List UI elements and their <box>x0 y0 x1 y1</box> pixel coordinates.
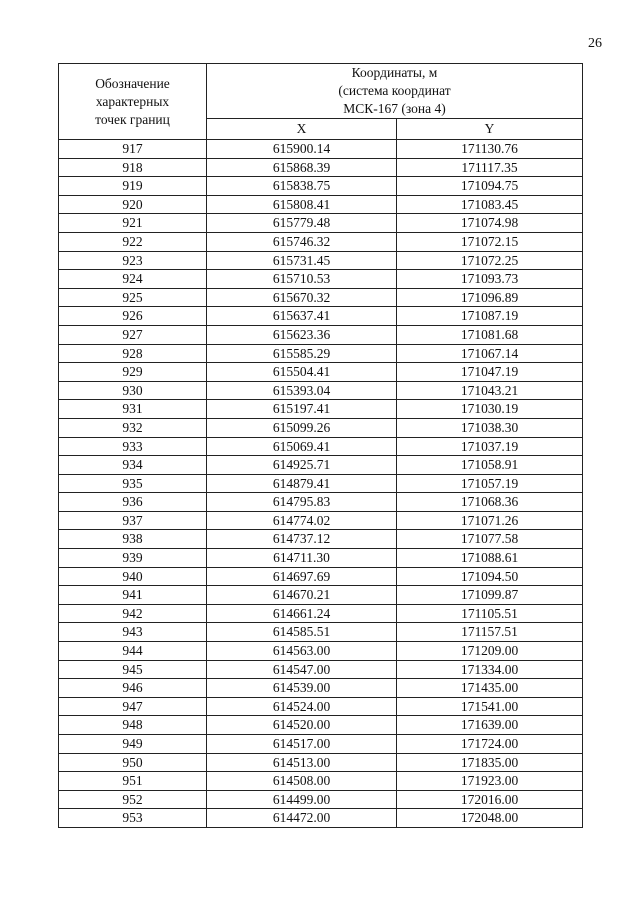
designation-header-line: характерных <box>95 93 170 109</box>
x-coordinate-cell: 614499.00 <box>207 790 397 809</box>
point-id-cell: 933 <box>59 437 207 456</box>
designation-header-line: точек границ <box>95 111 170 127</box>
table-row <box>59 735 583 754</box>
y-coordinate-cell: 172048.00 <box>397 809 583 828</box>
y-coordinate-cell: 171094.50 <box>397 567 583 586</box>
x-coordinate-cell: 615099.26 <box>207 418 397 437</box>
table-row <box>59 790 583 809</box>
table-row <box>59 140 583 159</box>
table-row <box>59 679 583 698</box>
point-id-cell: 940 <box>59 567 207 586</box>
point-id-cell: 918 <box>59 158 207 177</box>
y-coordinate-cell: 172016.00 <box>397 790 583 809</box>
y-coordinate-cell: 171072.25 <box>397 251 583 270</box>
designation-header <box>59 64 207 140</box>
table-row <box>59 697 583 716</box>
x-coordinate-cell: 614513.00 <box>207 753 397 772</box>
y-coordinate-cell: 171724.00 <box>397 735 583 754</box>
point-id-cell: 922 <box>59 232 207 251</box>
y-coordinate-cell: 171093.73 <box>397 270 583 289</box>
x-coordinate-cell: 614472.00 <box>207 809 397 828</box>
point-id-cell: 950 <box>59 753 207 772</box>
table-row <box>59 604 583 623</box>
point-id-cell: 949 <box>59 735 207 754</box>
point-id-cell: 945 <box>59 660 207 679</box>
table-row <box>59 623 583 642</box>
table-row <box>59 418 583 437</box>
point-id-cell: 932 <box>59 418 207 437</box>
y-coordinate-cell: 171074.98 <box>397 214 583 233</box>
y-coordinate-cell: 171057.19 <box>397 474 583 493</box>
point-id-cell: 923 <box>59 251 207 270</box>
x-coordinate-cell: 615710.53 <box>207 270 397 289</box>
point-id-cell: 944 <box>59 642 207 661</box>
x-coordinate-cell: 615637.41 <box>207 307 397 326</box>
point-id-cell: 931 <box>59 400 207 419</box>
x-coordinate-cell: 614563.00 <box>207 642 397 661</box>
point-id-cell: 926 <box>59 307 207 326</box>
table-row <box>59 809 583 828</box>
table-row <box>59 158 583 177</box>
table-row <box>59 567 583 586</box>
x-coordinate-cell: 614661.24 <box>207 604 397 623</box>
table-row <box>59 642 583 661</box>
x-coordinate-cell: 615670.32 <box>207 288 397 307</box>
x-coordinate-cell: 614697.69 <box>207 567 397 586</box>
point-id-cell: 928 <box>59 344 207 363</box>
table-row <box>59 753 583 772</box>
x-coordinate-cell: 614539.00 <box>207 679 397 698</box>
point-id-cell: 937 <box>59 511 207 530</box>
table-row <box>59 716 583 735</box>
x-coordinate-cell: 615838.75 <box>207 177 397 196</box>
point-id-cell: 946 <box>59 679 207 698</box>
coordinates-header-line: МСК-167 (зона 4) <box>343 101 446 116</box>
y-coordinate-cell: 171071.26 <box>397 511 583 530</box>
y-coordinate-cell: 171038.30 <box>397 418 583 437</box>
table-row <box>59 177 583 196</box>
point-id-cell: 936 <box>59 493 207 512</box>
point-id-cell: 942 <box>59 604 207 623</box>
table-body <box>59 140 583 828</box>
y-coordinate-cell: 171072.15 <box>397 232 583 251</box>
point-id-cell: 917 <box>59 140 207 159</box>
y-coordinate-cell: 171209.00 <box>397 642 583 661</box>
header-row-top <box>59 64 583 119</box>
y-coordinate-cell: 171117.35 <box>397 158 583 177</box>
table-row <box>59 344 583 363</box>
point-id-cell: 943 <box>59 623 207 642</box>
x-coordinate-cell: 614547.00 <box>207 660 397 679</box>
table-row <box>59 586 583 605</box>
point-id-cell: 938 <box>59 530 207 549</box>
x-coordinate-cell: 615504.41 <box>207 363 397 382</box>
x-coordinate-cell: 614517.00 <box>207 735 397 754</box>
y-coordinate-cell: 171077.58 <box>397 530 583 549</box>
point-id-cell: 934 <box>59 456 207 475</box>
x-coordinate-cell: 615868.39 <box>207 158 397 177</box>
x-coordinate-cell: 614774.02 <box>207 511 397 530</box>
table-row <box>59 400 583 419</box>
x-coordinate-cell: 614737.12 <box>207 530 397 549</box>
x-coordinate-cell: 615585.29 <box>207 344 397 363</box>
point-id-cell: 921 <box>59 214 207 233</box>
x-coordinate-cell: 615900.14 <box>207 140 397 159</box>
y-coordinate-cell: 171068.36 <box>397 493 583 512</box>
x-coordinate-cell: 615393.04 <box>207 381 397 400</box>
y-coordinate-cell: 171094.75 <box>397 177 583 196</box>
point-id-cell: 929 <box>59 363 207 382</box>
y-coordinate-cell: 171105.51 <box>397 604 583 623</box>
point-id-cell: 924 <box>59 270 207 289</box>
point-id-cell: 930 <box>59 381 207 400</box>
table-row <box>59 549 583 568</box>
designation-header-line: Обозначение <box>95 75 170 91</box>
y-coordinate-cell: 171067.14 <box>397 344 583 363</box>
x-coordinate-cell: 614508.00 <box>207 772 397 791</box>
point-id-cell: 947 <box>59 697 207 716</box>
point-id-cell: 935 <box>59 474 207 493</box>
table-row <box>59 474 583 493</box>
table-row <box>59 511 583 530</box>
table-row <box>59 363 583 382</box>
table-row <box>59 307 583 326</box>
point-id-cell: 920 <box>59 195 207 214</box>
y-coordinate-cell: 171923.00 <box>397 772 583 791</box>
x-coordinate-cell: 615731.45 <box>207 251 397 270</box>
y-coordinate-cell: 171088.61 <box>397 549 583 568</box>
x-coordinate-cell: 615623.36 <box>207 325 397 344</box>
y-coordinate-cell: 171047.19 <box>397 363 583 382</box>
point-id-cell: 952 <box>59 790 207 809</box>
point-id-cell: 919 <box>59 177 207 196</box>
x-coordinate-cell: 614585.51 <box>207 623 397 642</box>
point-id-cell: 951 <box>59 772 207 791</box>
table-row <box>59 456 583 475</box>
table-row <box>59 493 583 512</box>
x-coordinate-cell: 615746.32 <box>207 232 397 251</box>
x-coordinate-cell: 615069.41 <box>207 437 397 456</box>
x-coordinate-cell: 615808.41 <box>207 195 397 214</box>
table-row <box>59 772 583 791</box>
y-coordinate-cell: 171334.00 <box>397 660 583 679</box>
page-number: 26 <box>588 36 602 51</box>
point-id-cell: 941 <box>59 586 207 605</box>
x-coordinate-cell: 614925.71 <box>207 456 397 475</box>
x-coordinate-cell: 614795.83 <box>207 493 397 512</box>
x-header: X <box>207 119 397 140</box>
table-row <box>59 288 583 307</box>
table-row <box>59 251 583 270</box>
table-row <box>59 270 583 289</box>
x-coordinate-cell: 614879.41 <box>207 474 397 493</box>
point-id-cell: 939 <box>59 549 207 568</box>
point-id-cell: 927 <box>59 325 207 344</box>
table-row <box>59 660 583 679</box>
y-coordinate-cell: 171157.51 <box>397 623 583 642</box>
point-id-cell: 925 <box>59 288 207 307</box>
x-coordinate-cell: 614524.00 <box>207 697 397 716</box>
y-coordinate-cell: 171541.00 <box>397 697 583 716</box>
x-coordinate-cell: 615197.41 <box>207 400 397 419</box>
y-coordinate-cell: 171435.00 <box>397 679 583 698</box>
table-row <box>59 381 583 400</box>
y-coordinate-cell: 171130.76 <box>397 140 583 159</box>
table-row <box>59 214 583 233</box>
y-coordinate-cell: 171030.19 <box>397 400 583 419</box>
y-coordinate-cell: 171083.45 <box>397 195 583 214</box>
table-row <box>59 325 583 344</box>
y-coordinate-cell: 171058.91 <box>397 456 583 475</box>
x-coordinate-cell: 614670.21 <box>207 586 397 605</box>
y-coordinate-cell: 171081.68 <box>397 325 583 344</box>
table-row <box>59 232 583 251</box>
table-row <box>59 195 583 214</box>
y-coordinate-cell: 171087.19 <box>397 307 583 326</box>
coordinates-table <box>58 63 583 828</box>
coordinates-header-line: Координаты, м <box>351 65 438 80</box>
coordinates-header <box>207 64 583 119</box>
y-coordinate-cell: 171043.21 <box>397 381 583 400</box>
y-coordinate-cell: 171099.87 <box>397 586 583 605</box>
point-id-cell: 948 <box>59 716 207 735</box>
y-header: Y <box>397 119 583 140</box>
x-coordinate-cell: 614520.00 <box>207 716 397 735</box>
coordinates-header-line: (система координат <box>338 83 451 98</box>
point-id-cell: 953 <box>59 809 207 828</box>
y-coordinate-cell: 171096.89 <box>397 288 583 307</box>
x-coordinate-cell: 614711.30 <box>207 549 397 568</box>
y-coordinate-cell: 171037.19 <box>397 437 583 456</box>
table-row <box>59 437 583 456</box>
y-coordinate-cell: 171639.00 <box>397 716 583 735</box>
table-row <box>59 530 583 549</box>
y-coordinate-cell: 171835.00 <box>397 753 583 772</box>
x-coordinate-cell: 615779.48 <box>207 214 397 233</box>
